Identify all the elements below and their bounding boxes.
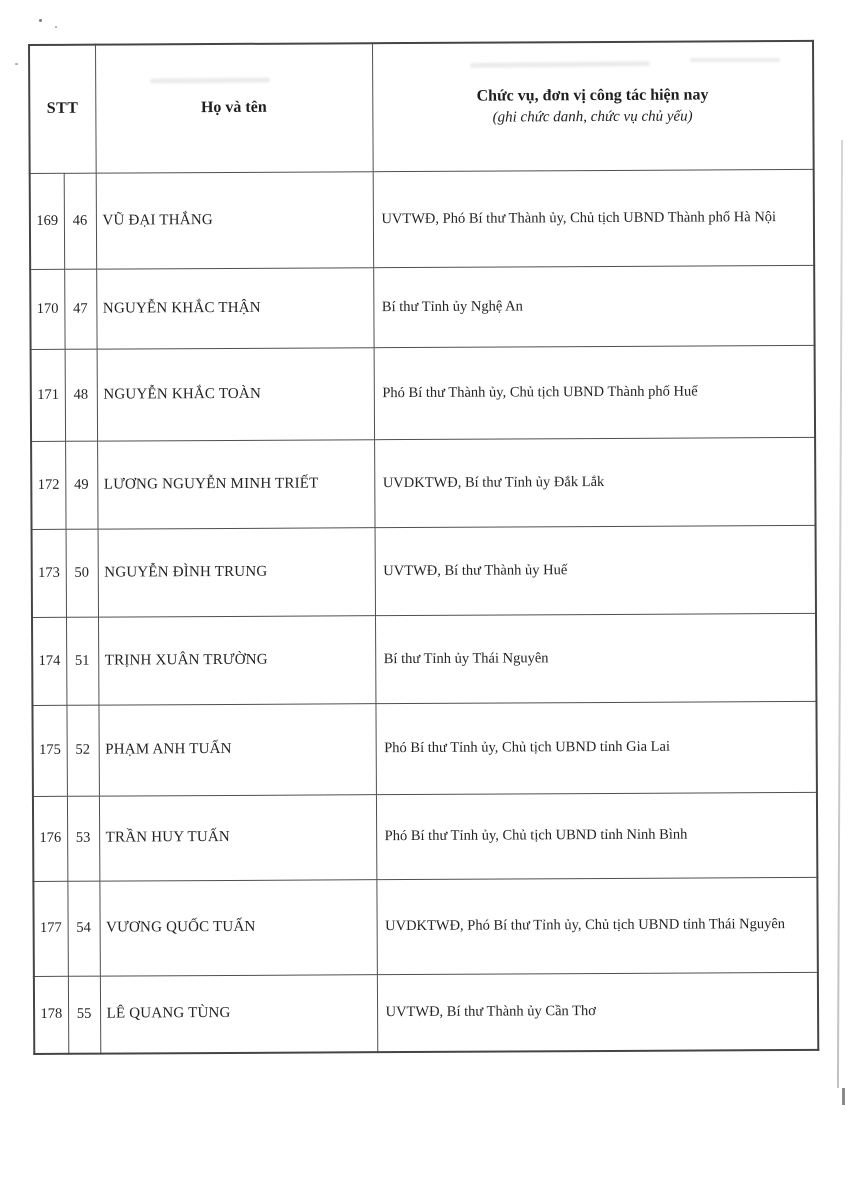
header-position bbox=[372, 41, 814, 171]
name-cell: VƯƠNG QUỐC TUẤN bbox=[99, 879, 376, 975]
table-row bbox=[31, 437, 815, 529]
header-position-subtitle: (ghi chức danh, chức vụ chủ yếu) bbox=[492, 108, 693, 126]
table-row bbox=[30, 169, 814, 269]
table-row bbox=[31, 345, 815, 441]
header-position-title: Chức vụ, đơn vị công tác hiện nay bbox=[476, 86, 709, 105]
sub-number-cell: 46 bbox=[64, 173, 97, 269]
name-cell: VŨ ĐẠI THẮNG bbox=[96, 171, 373, 268]
position-cell: UVDKTWĐ, Phó Bí thư Tỉnh ủy, Chủ tịch UBND tỉnh Thái Nguyên bbox=[376, 877, 817, 974]
position-cell: Phó Bí thư Tỉnh ủy, Chủ tịch UBND tỉnh Ninh Bình bbox=[376, 792, 817, 879]
row-number-cell: 172 bbox=[31, 441, 65, 529]
name-cell: LÊ QUANG TÙNG bbox=[100, 974, 377, 1053]
sub-number-cell: 52 bbox=[66, 705, 98, 796]
header-stt: STT bbox=[29, 45, 96, 173]
table-row bbox=[32, 701, 816, 796]
sub-number-cell: 55 bbox=[68, 976, 100, 1054]
position-cell: UVDKTWĐ, Bí thư Tỉnh ủy Đắk Lắk bbox=[374, 437, 815, 527]
position-cell: Phó Bí thư Tỉnh ủy, Chủ tịch UBND tỉnh Gia Lai bbox=[375, 701, 816, 794]
table-row bbox=[33, 877, 817, 976]
row-number-cell: 177 bbox=[33, 881, 67, 976]
row-number-cell: 169 bbox=[30, 173, 65, 269]
scan-speck bbox=[55, 26, 57, 28]
table-row bbox=[32, 525, 816, 617]
header-name: Họ và tên bbox=[95, 43, 373, 172]
sub-number-cell: 51 bbox=[66, 617, 98, 705]
position-cell: Bí thư Tỉnh ủy Nghệ An bbox=[373, 265, 814, 347]
scan-speck bbox=[15, 63, 18, 65]
position-cell: Bí thư Tỉnh ủy Thái Nguyên bbox=[375, 613, 816, 703]
table-row bbox=[30, 265, 814, 349]
name-cell: LƯƠNG NGUYỄN MINH TRIẾT bbox=[97, 439, 374, 528]
row-number-cell: 175 bbox=[32, 705, 66, 796]
row-number-cell: 173 bbox=[32, 529, 66, 617]
table-row bbox=[33, 792, 817, 881]
table-row bbox=[34, 972, 818, 1054]
row-number-cell: 174 bbox=[32, 617, 66, 705]
name-cell: NGUYỄN KHẮC THẬN bbox=[96, 267, 373, 348]
table-row bbox=[32, 613, 816, 705]
sub-number-cell: 53 bbox=[67, 796, 99, 881]
sub-number-cell: 48 bbox=[65, 349, 97, 441]
sub-number-cell: 50 bbox=[66, 529, 98, 617]
row-number-cell: 170 bbox=[30, 269, 64, 349]
table-header-row bbox=[29, 41, 814, 173]
name-cell: NGUYỄN KHẮC TOÀN bbox=[97, 347, 374, 440]
name-cell: PHẠM ANH TUẤN bbox=[98, 703, 375, 795]
sub-number-cell: 54 bbox=[67, 881, 99, 976]
position-cell: UVTWĐ, Bí thư Thành ủy Huế bbox=[375, 525, 816, 615]
position-cell: UVTWĐ, Phó Bí thư Thành ủy, Chủ tịch UBND Thành phố Hà Nội bbox=[373, 169, 814, 267]
sub-number-cell: 47 bbox=[64, 269, 96, 349]
name-cell: NGUYỄN ĐÌNH TRUNG bbox=[98, 527, 375, 616]
roster-table bbox=[28, 40, 819, 1055]
page-edge-line-tip bbox=[842, 1088, 845, 1105]
position-cell: UVTWĐ, Bí thư Thành ủy Cần Thơ bbox=[377, 972, 818, 1052]
row-number-cell: 171 bbox=[31, 349, 65, 441]
page-edge-line bbox=[837, 140, 843, 1088]
scan-speck bbox=[39, 19, 42, 22]
sub-number-cell: 49 bbox=[65, 441, 97, 529]
position-cell: Phó Bí thư Thành ủy, Chủ tịch UBND Thành phố Huế bbox=[374, 345, 815, 439]
name-cell: TRỊNH XUÂN TRƯỜNG bbox=[98, 615, 375, 704]
row-number-cell: 176 bbox=[33, 796, 67, 881]
name-cell: TRẦN HUY TUẤN bbox=[99, 794, 376, 880]
row-number-cell: 178 bbox=[34, 976, 68, 1054]
